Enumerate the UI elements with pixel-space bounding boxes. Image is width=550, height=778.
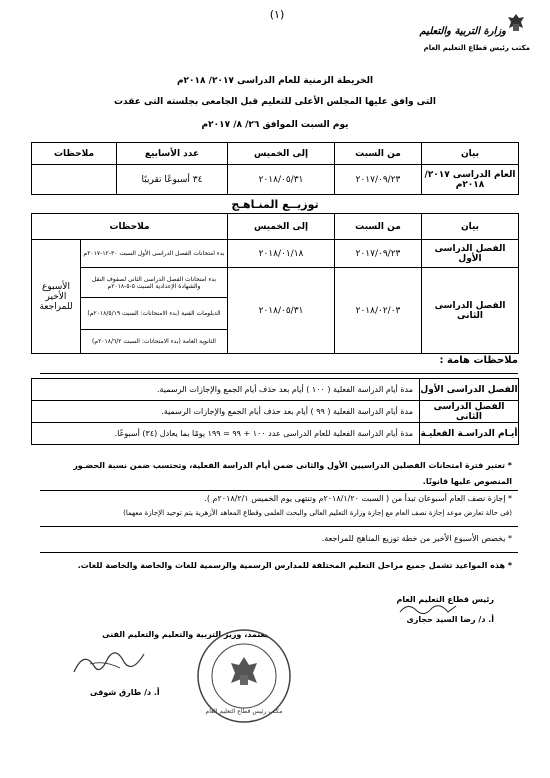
- term1-label: الفصل الدراسى الأول: [422, 240, 519, 268]
- term2-note-2: الدبلومات الفنية (بدء الامتحانات: السبت ٢٠١٨/٥/١٩م): [81, 298, 228, 330]
- cell-to: ٢٠١٨/٠٥/٣١: [228, 165, 335, 195]
- important-notes-table: [31, 378, 519, 445]
- col-header-to: إلى الخميس: [228, 143, 335, 165]
- curriculum-table: [31, 213, 519, 354]
- bullet-attendance: * تعتبر فترة امتحانات الفصلين الدراسيين الأول والثانى ضمن أيام الدراسة الفعلية، وتحتسب ضمن نسبة الحضـور المنصوص عليها قانونًا.: [73, 461, 512, 486]
- term2-note-3: الثانوية العامة (بدء الامتحانات: السبت ٢٠١٨/٦/٢م): [81, 330, 228, 354]
- note-text-days: مدة أيام الدراسة الفعلية للعام الدراسى عدد ١٠٠ + ٩٩ = ١٩٩ يومًا بما يعادل (٣٤) أسبوعًا.: [32, 423, 420, 445]
- term1-to: ٢٠١٨/٠١/١٨: [228, 240, 335, 268]
- cell-year: العام الدراسى ٢٠١٧/ ٢٠١٨م: [422, 165, 519, 195]
- page-number: (١): [269, 8, 285, 21]
- cell-weeks: ٣٤ أسبوعًا تقريبًا: [117, 165, 228, 195]
- col-header-from: من السبت: [335, 214, 422, 240]
- eagle-emblem-icon: [504, 12, 528, 36]
- title-line-2: التى وافق عليها المجلس الأعلى للتعليم قبل الجامعى بجلسته التى عقدت: [113, 97, 436, 107]
- note-text-term2: مدة أيام الدراسة الفعلية ( ٩٩ ) أيام بعد حذف أيام الجمع والإجازات الرسمية.: [32, 401, 420, 423]
- term2-to: ٢٠١٨/٠٥/٣١: [228, 268, 335, 354]
- title-line-1: الخريطة الزمنية للعام الدراسى ٢٠١٧/ ٢٠١٨م: [176, 76, 374, 86]
- stamp-text: مكتب رئيس قطاع التعليم العام: [205, 708, 283, 715]
- col-header-statement: بيان: [422, 214, 519, 240]
- note-label-days: أيـام الدراسـة الفعليـة: [420, 423, 519, 445]
- col-header-weeks: عدد الأسابيع: [117, 143, 228, 165]
- term1-note: بدء امتحانات الفصل الدراسى الأول السبت ٣٠-١٢-٢٠١٧م: [81, 240, 228, 268]
- bullet-midyear-conflict: (فى حالة تعارض موعد إجازة نصف العام مع إجازة وزارة التعليم العالى والبحث العلمى وقطاع المعاهد الأزهرية يتم توحيد الإجازة معهما): [123, 509, 512, 517]
- term2-label: الفصل الدراسى الثانى: [422, 268, 519, 354]
- ministry-name: وزارة التربية والتعليم: [419, 26, 506, 37]
- signature2-scribble: [70, 644, 150, 680]
- signature1-title: رئيس قطاع التعليم العام: [396, 595, 494, 604]
- term2-from: ٢٠١٨/٠٢/٠٣: [335, 268, 422, 354]
- ministry-header: [420, 12, 530, 56]
- cell-notes: [32, 165, 117, 195]
- note-label-term2: الفصل الدراسى الثانى: [420, 401, 519, 423]
- cell-from: ٢٠١٧/٠٩/٢٣: [335, 165, 422, 195]
- note-label-term1: الفصل الدراسى الأول: [420, 379, 519, 401]
- bullet-scope: * هذه المواعيد تشمل جميع مراحل التعليم المختلفة للمدارس الرسمية والرسمية للغات والخاصة والخاصة للغات.: [77, 561, 512, 570]
- col-header-notes: ملاحظات: [32, 143, 117, 165]
- col-header-from: من السبت: [335, 143, 422, 165]
- last-week-note: الأسبوع الأخير للمراجعة: [32, 240, 81, 354]
- title-line-3: يوم السبت الموافق ٢٦/ ٨/ ٢٠١٧م: [201, 120, 349, 130]
- important-notes-title: ملاحظات هامة :: [439, 355, 518, 366]
- signature2-title: يعتمد، وزير التربية والتعليم والتعليم الفنى: [102, 630, 268, 639]
- academic-year-table: [31, 142, 519, 195]
- note-text-term1: مدة أيام الدراسة الفعلية ( ١٠٠ ) أيام بعد حذف أيام الجمع والإجازات الرسمية.: [32, 379, 420, 401]
- term2-note-1: بدء امتحانات الفصل الدراسى الثانى لصفوف النقل والشهادة الإعدادية السبت ٥-٥-٢٠١٨م: [81, 268, 228, 298]
- term1-from: ٢٠١٧/٠٩/٢٣: [335, 240, 422, 268]
- col-header-to: إلى الخميس: [228, 214, 335, 240]
- signature1-name: أ. د/ رضا السيد حجازى: [406, 615, 494, 624]
- bullet-midyear-break: * إجازة نصف العام أسبوعان تبدأ من ( السبت ٢٠١٨/١/٢٠م وتنتهى يوم الخميس ٢٠١٨/٢/١م ).: [204, 494, 512, 503]
- bullet-last-week: * يخصص الأسبوع الأخير من خطة توزيع المناهج للمراجعة.: [321, 534, 512, 543]
- office-name: مكتب رئيس قطاع التعليم العام: [423, 44, 530, 52]
- col-header-statement: بيان: [422, 143, 519, 165]
- col-header-notes: ملاحظات: [32, 214, 228, 240]
- signature2-name: أ. د/ طارق شوقى: [90, 688, 160, 697]
- distribution-title: توزيــع المنـاهـج: [231, 198, 319, 211]
